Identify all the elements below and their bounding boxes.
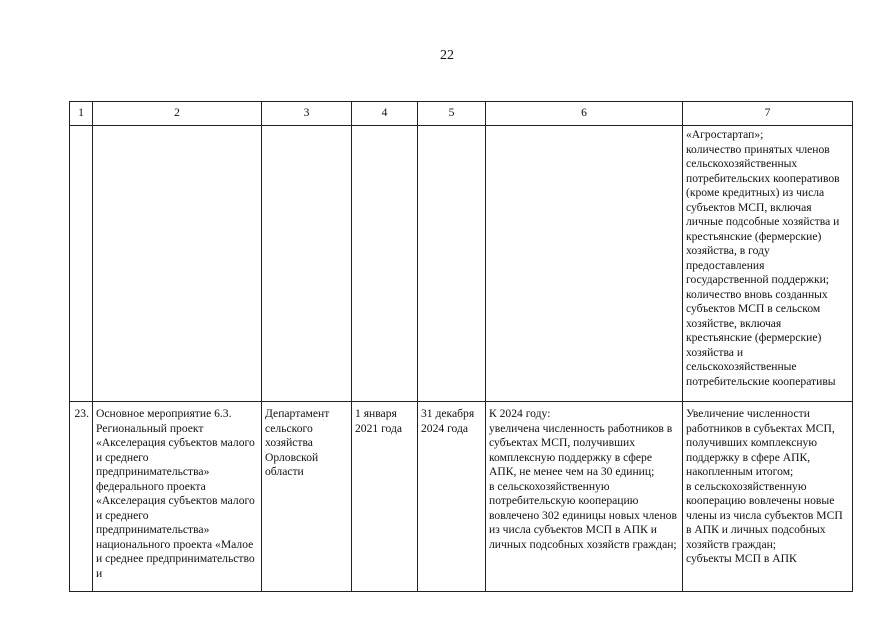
executor-cell: Департамент сельского хозяйства Орловской области — [262, 402, 352, 592]
expected-result-cell: К 2024 году: увеличена численность работников в субъектах МСП, получивших комплексную поддержку в сфере АПК, не менее чем на 30 единиц; в сельскохозяйственную потребительскую кооперацию вовлечено 302 единицы новых членов из числа субъектов МСП в АПК и личных подсобных хозяйств граждан; — [486, 402, 683, 592]
header-cell-5: 5 — [418, 102, 486, 126]
end-date-cell: 31 декабря 2024 года — [418, 402, 486, 592]
expected-result-cell — [486, 126, 683, 402]
indicator-cell: «Агростартап»; количество принятых членов сельскохозяйственных потребительских кооперативов (кроме кредитных) из числа субъектов МСП, включая личные подсобные хозяйства и крестьянские (фермерские) хозяйства, в году предоставления государственной поддержки; количество вновь созданных субъектов МСП в сельском хозяйстве, включая крестьянские (фермерские) хозяйства и сельскохозяйственные потребительские кооперативы — [683, 126, 853, 402]
header-row — [70, 102, 853, 126]
indicator-cell: Увеличение численности работников в субъектах МСП, получивших комплексную поддержку в сфере АПК, накопленным итогом; в сельскохозяйственную кооперацию вовлечены новые члены из числа субъектов МСП в АПК и личных подсобных хозяйств граждан; субъекты МСП в АПК — [683, 402, 853, 592]
table-row — [70, 402, 853, 592]
header-cell-1: 1 — [70, 102, 93, 126]
header-cell-2: 2 — [93, 102, 262, 126]
header-cell-4: 4 — [352, 102, 418, 126]
activity-cell: Основное мероприятие 6.3. Региональный проект «Акселерация субъектов малого и среднего предпринимательства» федерального проекта «Акселерация субъектов малого и среднего предпринимательства» национального проекта «Малое и среднее предпринимательство и — [93, 402, 262, 592]
page-number: 22 — [440, 48, 454, 63]
header-cell-3: 3 — [262, 102, 352, 126]
activity-cell — [93, 126, 262, 402]
row-number-cell — [70, 126, 93, 402]
program-table — [69, 101, 853, 592]
row-number-cell: 23. — [70, 402, 93, 592]
executor-cell — [262, 126, 352, 402]
table-row — [70, 126, 853, 402]
start-date-cell — [352, 126, 418, 402]
start-date-cell: 1 января 2021 года — [352, 402, 418, 592]
end-date-cell — [418, 126, 486, 402]
header-cell-6: 6 — [486, 102, 683, 126]
header-cell-7: 7 — [683, 102, 853, 126]
